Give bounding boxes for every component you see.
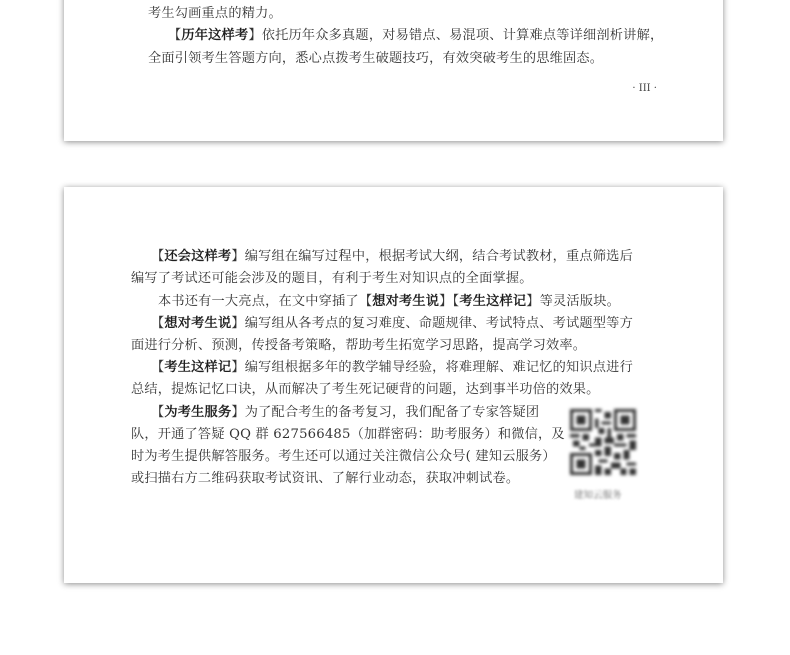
paragraph-memorize: [151, 357, 633, 380]
section-tag-memorize: 考生这样记: [164, 360, 232, 375]
paragraph-text: 本书还有一大亮点，在文中穿插了: [158, 294, 359, 309]
paragraph-text: 等灵活版块。: [539, 294, 620, 309]
bracket-close: 】: [231, 316, 245, 331]
text-line: 考生勾画重点的精力。: [148, 6, 282, 21]
paragraph-will-test: [151, 246, 633, 269]
paragraph-text: 编写组根据多年的教学辅导经验，将难理解、难记忆的知识点进行: [244, 360, 633, 375]
section-tag-service: 为考生服务: [164, 405, 232, 420]
bracket-close: 】: [231, 360, 245, 375]
paragraph-history-exams: [168, 25, 663, 48]
paragraph-text: 为了配合考生的备考复习，我们配备了专家答疑团: [244, 405, 540, 420]
section-tag-advice: 想对考生说: [372, 294, 440, 309]
qr-code-icon[interactable]: [570, 409, 636, 475]
text-line: 全面引领考生答题方向，悉心点拨考生破题技巧，有效突破考生的思维固态。: [148, 51, 604, 66]
bracket-open: 【: [151, 316, 165, 331]
paragraph-text: 编写组从各考点的复习难度、命题规律、考试特点、考试题型等方: [244, 316, 633, 331]
bracket-open: 【: [151, 249, 165, 264]
text-line: 编写了考试还可能会涉及的题目，有利于考生对知识点的全面掌握。: [131, 271, 533, 286]
bracket-close: 】: [231, 249, 245, 264]
bracket-open: 【: [168, 28, 182, 43]
book-page-bottom: [64, 187, 723, 583]
bracket-open: 【: [452, 294, 460, 309]
text-line: 总结，提炼记忆口诀，从而解决了考生死记硬背的问题，达到事半功倍的效果。: [131, 382, 600, 397]
bracket-close: 】: [526, 294, 540, 309]
section-tag-history-exams: 历年这样考: [181, 28, 249, 43]
bracket-open: 【: [151, 405, 165, 420]
bracket-open: 【: [151, 360, 165, 375]
qr-caption: 建知云服务: [574, 490, 622, 501]
paragraph-highlights: [158, 291, 620, 314]
paragraph-text: 依托历年众多真题，对易错点、易混项、计算难点等详细剖析讲解，: [261, 28, 664, 43]
text-line: 或扫描右方二维码获取考试资讯、了解行业动态，获取冲刺试卷。: [131, 471, 520, 486]
book-page-top: [64, 0, 723, 141]
bracket-open: 【: [358, 294, 373, 309]
bracket-close: 】: [439, 294, 453, 309]
section-tag-will-test: 还会这样考: [164, 249, 232, 264]
paragraph-text: 编写组在编写过程中，根据考试大纲，结合考试教材，重点筛选后: [244, 249, 633, 264]
section-tag-memorize: 考生这样记: [459, 294, 527, 309]
section-tag-advice: 想对考生说: [164, 316, 232, 331]
bracket-close: 】: [231, 405, 245, 420]
paragraph-advice: [151, 313, 633, 336]
page-number: · III ·: [632, 83, 657, 94]
paragraph-service: [151, 402, 539, 425]
bracket-close: 】: [248, 28, 262, 43]
text-line: 队，开通了答疑 QQ 群 627566485（加群密码：助考服务）和微信，及: [131, 427, 565, 442]
text-line: 时为考生提供解答服务。考生还可以通过关注微信公众号( 建知云服务）: [131, 449, 556, 464]
text-line: 面进行分析、预测，传授备考策略，帮助考生拓宽学习思路，提高学习效率。: [131, 338, 587, 353]
